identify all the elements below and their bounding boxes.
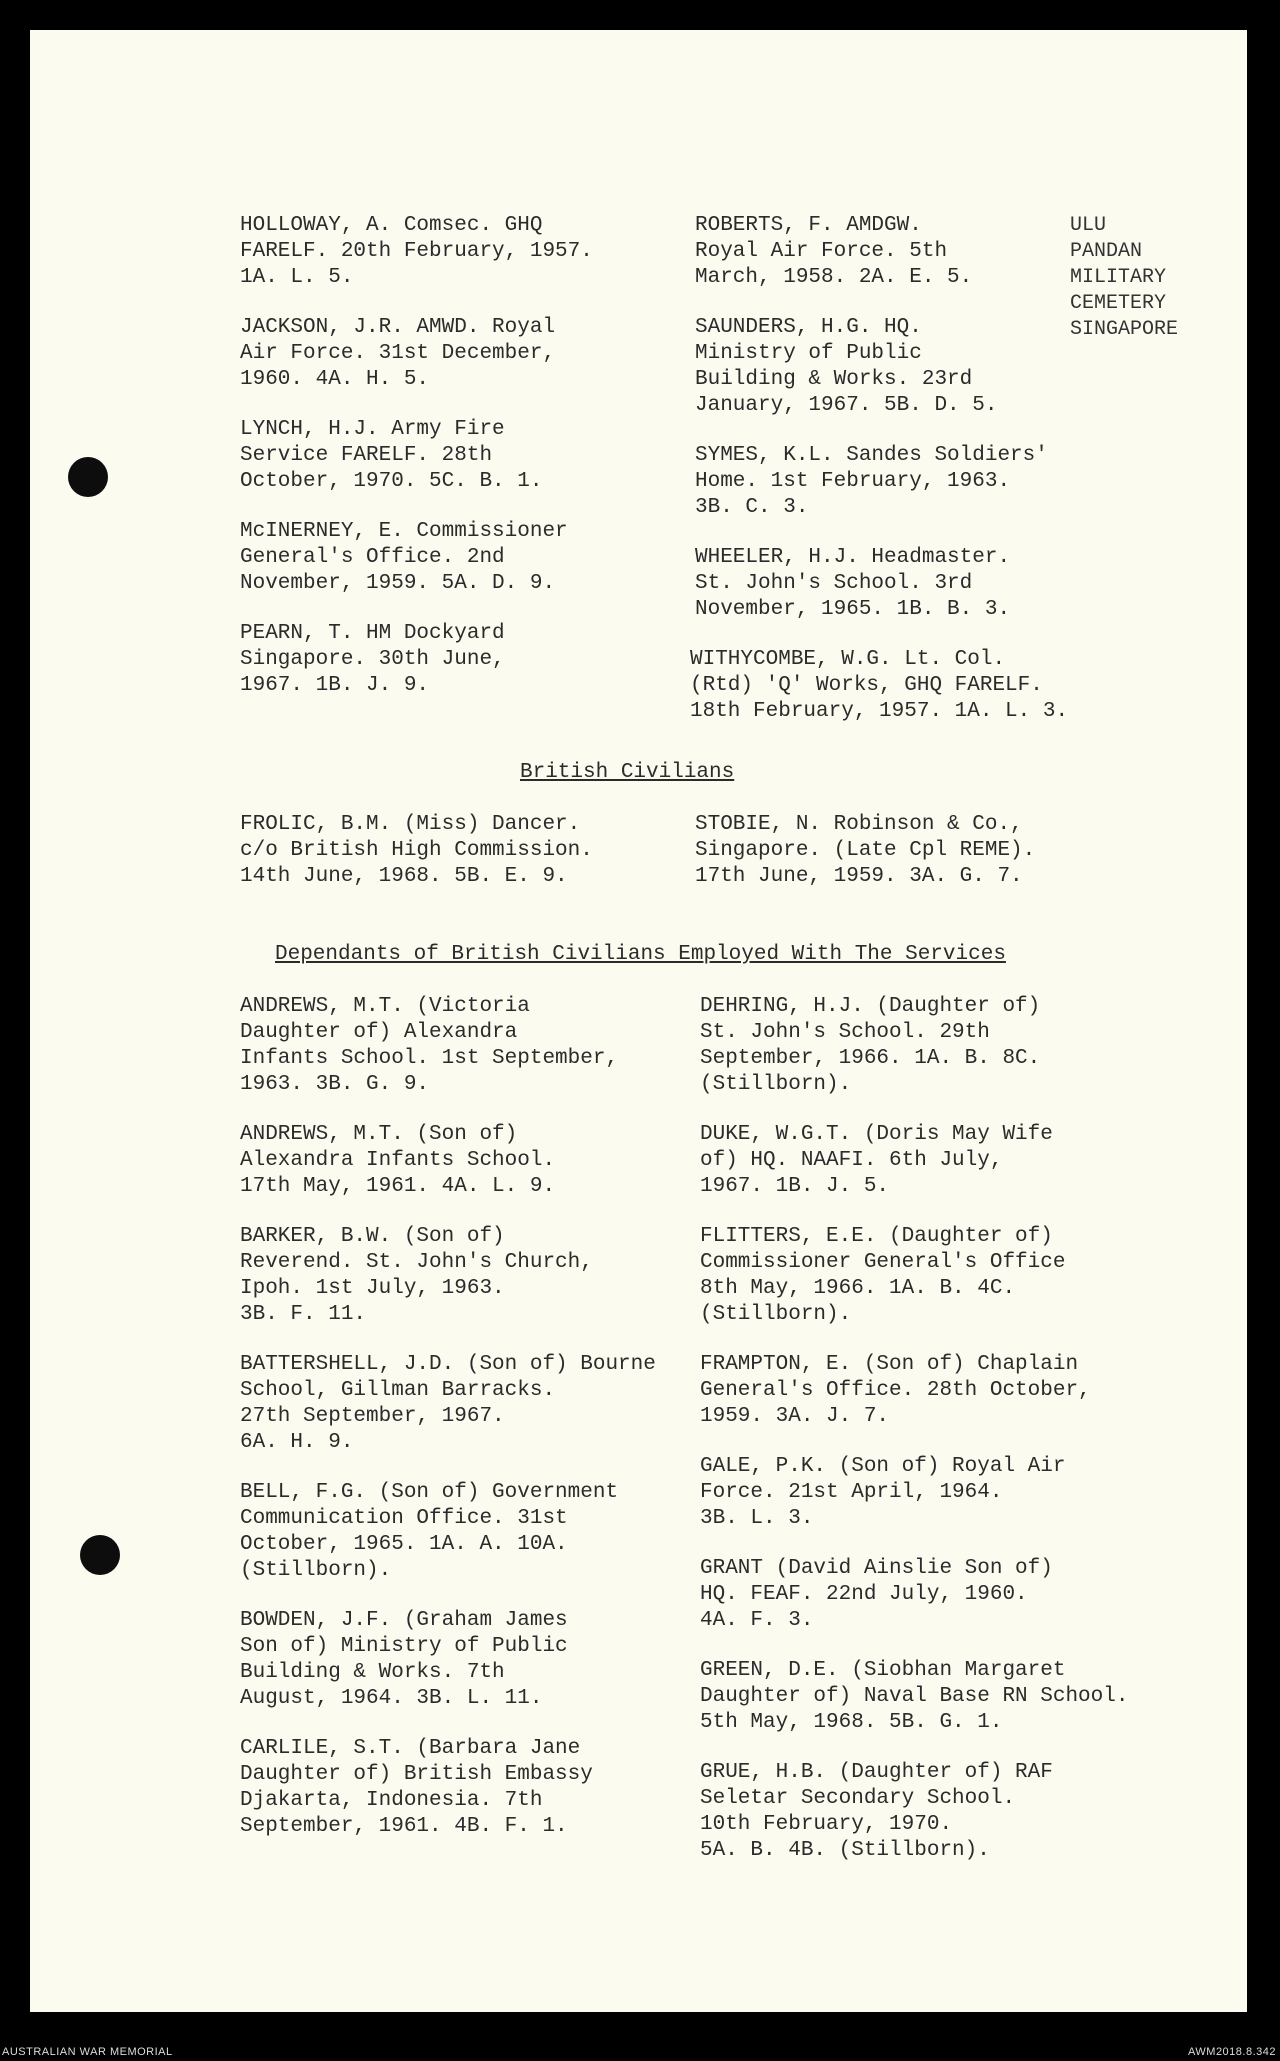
entry-stobie: STOBIE, N. Robinson & Co., Singapore. (Late Cpl REME). 17th June, 1959. 3A. G. 7. [695,813,1036,888]
entry-symes: SYMES, K.L. Sandes Soldiers' Home. 1st February, 1963. 3B. C. 3. [695,444,1048,519]
entry-carlile: CARLILE, S.T. (Barbara Jane Daughter of) British Embassy Djakarta, Indonesia. 7th September, 1961. 4B. F. 1. [240,1737,593,1838]
entry-flitters: FLITTERS, E.E. (Daughter of) Commissioner General's Office 8th May, 1966. 1A. B. 4C. (Stillborn). [700,1225,1066,1326]
entry-mcinerney: McINERNEY, E. Commissioner General's Office. 2nd November, 1959. 5A. D. 9. [240,520,568,595]
entry-saunders: SAUNDERS, H.G. HQ. Ministry of Public Building & Works. 23rd January, 1967. 5B. D. 5. [695,316,998,417]
entry-green: GREEN, D.E. (Siobhan Margaret Daughter of) Naval Base RN School. 5th May, 1968. 5B. G. 1. [700,1659,1129,1734]
footer-accession: AWM2018.8.342 [1187,2046,1276,2058]
entry-dehring: DEHRING, H.J. (Daughter of) St. John's School. 29th September, 1966. 1A. B. 8C. (Stillborn). [700,995,1041,1096]
entry-battershell: BATTERSHELL, J.D. (Son of) Bourne School, Gillman Barracks. 27th September, 1967. 6A. H. 9. [240,1353,656,1454]
entry-grant: GRANT (David Ainslie Son of) HQ. FEAF. 22nd July, 1960. 4A. F. 3. [700,1557,1053,1632]
punch-hole-bottom [80,1535,120,1575]
entry-frolic: FROLIC, B.M. (Miss) Dancer. c/o British High Commission. 14th June, 1968. 5B. E. 9. [240,813,593,888]
entry-bell: BELL, F.G. (Son of) Government Communication Office. 31st October, 1965. 1A. A. 10A. (Stillborn). [240,1481,619,1582]
entry-bowden: BOWDEN, J.F. (Graham James Son of) Ministry of Public Building & Works. 7th August, 1964. 3B. L. 11. [240,1609,568,1710]
cemetery-name: ULU PANDAN MILITARY CEMETERY SINGAPORE [1070,214,1179,341]
heading-british-civilians: British Civilians [520,761,735,784]
entry-wheeler: WHEELER, H.J. Headmaster. St. John's School. 3rd November, 1965. 1B. B. 3. [695,546,1011,621]
entry-gale: GALE, P.K. (Son of) Royal Air Force. 21st April, 1964. 3B. L. 3. [700,1455,1066,1530]
footer-source: AUSTRALIAN WAR MEMORIAL [2,2046,173,2058]
punch-hole-top [68,457,108,497]
entry-holloway: HOLLOWAY, A. Comsec. GHQ FARELF. 20th February, 1957. 1A. L. 5. [240,214,593,289]
entry-andrews-son: ANDREWS, M.T. (Son of) Alexandra Infants School. 17th May, 1961. 4A. L. 9. [240,1123,556,1198]
entry-jackson: JACKSON, J.R. AMWD. Royal Air Force. 31st December, 1960. 4A. H. 5. [240,316,556,391]
entry-withycombe: WITHYCOMBE, W.G. Lt. Col. (Rtd) 'Q' Works, GHQ FARELF. 18th February, 1957. 1A. L. 3. [690,648,1069,723]
entry-grue: GRUE, H.B. (Daughter of) RAF Seletar Secondary School. 10th February, 1970. 5A. B. 4B. (Stillborn). [700,1761,1053,1862]
entry-roberts: ROBERTS, F. AMDGW. Royal Air Force. 5th March, 1958. 2A. E. 5. [695,214,973,289]
entry-lynch: LYNCH, H.J. Army Fire Service FARELF. 28th October, 1970. 5C. B. 1. [240,418,543,493]
entry-andrews-victoria: ANDREWS, M.T. (Victoria Daughter of) Alexandra Infants School. 1st September, 1963. 3B. G. 9. [240,995,619,1096]
heading-dependants: Dependants of British Civilians Employed With The Services [275,943,1006,966]
entry-duke: DUKE, W.G.T. (Doris May Wife of) HQ. NAAFI. 6th July, 1967. 1B. J. 5. [700,1123,1053,1198]
entry-barker: BARKER, B.W. (Son of) Reverend. St. John's Church, Ipoh. 1st July, 1963. 3B. F. 11. [240,1225,593,1326]
entry-pearn: PEARN, T. HM Dockyard Singapore. 30th June, 1967. 1B. J. 9. [240,622,505,697]
document-page [30,30,1247,2012]
entry-frampton: FRAMPTON, E. (Son of) Chaplain General's Office. 28th October, 1959. 3A. J. 7. [700,1353,1091,1428]
